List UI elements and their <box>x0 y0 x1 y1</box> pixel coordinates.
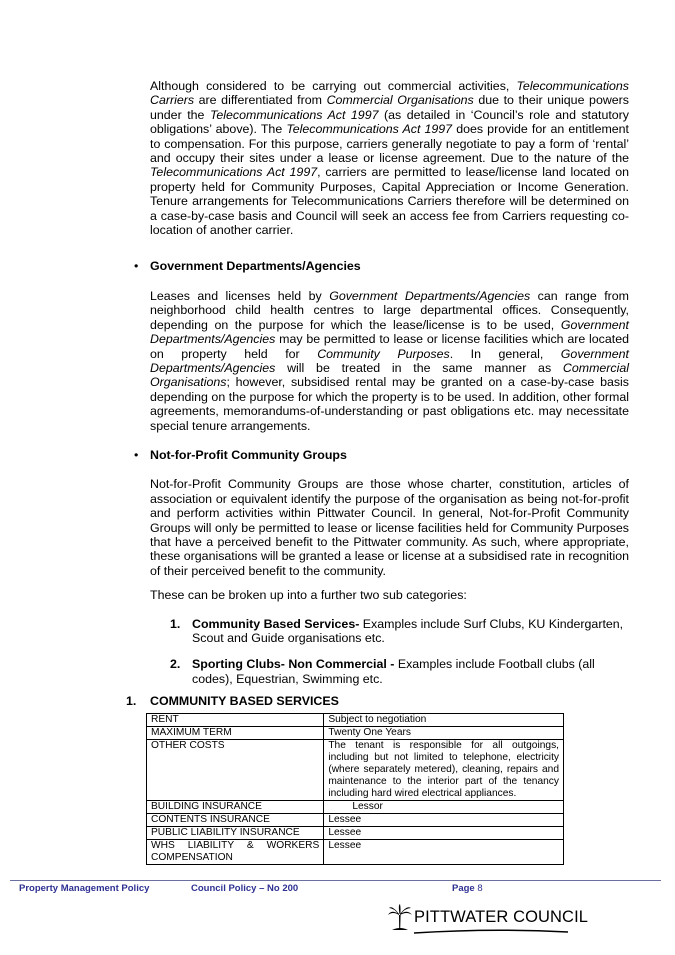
table-row <box>147 827 564 840</box>
subcategory-title: Sporting Clubs- Non Commercial - <box>192 657 395 672</box>
table-key: CONTENTS INSURANCE <box>147 814 324 827</box>
text-run: (as detailed in ‘Council’s role and statutory obligations’ above). The <box>150 107 629 137</box>
text-run: may be permitted to lease or license facilities which are located on property held for <box>150 332 629 361</box>
footer-page-label: Page <box>452 883 475 894</box>
table-value: The tenant is responsible for all outgoings, including but not limited to telephone, electricity (where separately metered), cleaning, repairs and maintenance to the interior part of the tenancy including hard wired electrical appliances. <box>324 740 564 801</box>
text-run: are differentiated from <box>194 93 327 108</box>
subcategory-title: Community Based Services- <box>192 616 360 631</box>
palm-tree-icon <box>388 904 412 932</box>
table-value: Lessee <box>324 827 564 840</box>
footer-policy-name: Property Management Policy <box>19 883 150 894</box>
table-value: Lessee <box>324 814 564 827</box>
footer-policy-number: Council Policy – No 200 <box>191 883 299 894</box>
bullet-not-for-profit <box>134 447 629 462</box>
paragraph-telecommunications <box>150 79 629 237</box>
section-title: COMMUNITY BASED SERVICES <box>150 694 339 708</box>
italic-term: Government Departments/Agencies <box>150 317 629 347</box>
footer-page-number: 8 <box>477 883 483 894</box>
italic-term: Telecommunications Act 1997 <box>209 107 379 122</box>
text-run: . In general, <box>449 346 561 361</box>
table-row <box>147 740 564 801</box>
table-key: WHS LIABILITY & WORKERS COMPENSATION <box>147 840 324 865</box>
text-run: due to their unique powers under the <box>150 93 629 122</box>
text-run: Not-for-Profit Community Groups are those whose charter, constitution, articles of association or equivalent identify the purpose of the organisation as being not-for-profit and perform activities within Pittwater Council. In general, Not-for-Profit Community Groups will only be permitted to lease or license facilities held for Community Purposes that have a perceived benefit to the Pittwater community. As such, where appropriate, these organisations will be granted a lease or license at a subsidised rate in recognition of their perceived benefit to the community. <box>150 477 629 578</box>
text-run: Although considered to be carrying out commercial activities, <box>150 79 517 93</box>
italic-term: Telecommunications Act 1997 <box>286 122 453 137</box>
subcategory-number: 2. <box>170 657 181 672</box>
subcategories-intro: These can be broken up into a further two sub categories: <box>150 588 467 603</box>
bullet-government-departments <box>134 259 629 274</box>
table-value: Lessee <box>324 840 564 865</box>
italic-term: Telecommunications Act 1997 <box>150 165 318 180</box>
subcategory-text: Examples include Football clubs (all codes), Equestrian, Swimming etc. <box>192 657 595 686</box>
section-heading <box>126 694 339 708</box>
italic-term: Commercial Organisations <box>326 93 474 108</box>
pittwater-council-logo <box>388 904 589 936</box>
text-run: can range from neighborhood child health centres to large departmental offices. Consequently, depending on the purpose for which the lease/license is to be used, <box>150 288 629 332</box>
bullet-heading: Not-for-Profit Community Groups <box>150 447 347 462</box>
text-run: ; however, subsidised rental may be granted on a case-by-case basis depending on the purpose for which the property is to be used. In addition, other formal agreements, memorandums-of-understanding or past obligations etc. may necessitate special tenure arrangements. <box>150 375 629 433</box>
italic-term: Commercial Organisations <box>150 360 629 390</box>
footer-page <box>452 883 483 894</box>
table-row <box>147 801 564 814</box>
table-key: RENT <box>147 714 324 727</box>
subcategory-text: Examples include Surf Clubs, KU Kindergarten, Scout and Guide organisations etc. <box>192 616 624 645</box>
paragraph-government-departments <box>150 289 629 433</box>
italic-term: Government Departments/Agencies <box>150 346 629 375</box>
table-value: Lessor <box>324 801 564 814</box>
table-value: Twenty One Years <box>324 727 564 740</box>
table-key: OTHER COSTS <box>147 740 324 801</box>
text-run: will be treated in the same manner as <box>275 360 563 375</box>
table-key: MAXIMUM TERM <box>147 727 324 740</box>
subcategory-item <box>150 657 629 686</box>
table-row <box>147 840 564 865</box>
subcategory-number: 1. <box>170 616 181 631</box>
document-body <box>134 79 630 686</box>
logo-swoosh <box>412 928 570 936</box>
text-run: , carriers are permitted to lease/license land located on property held for Community Purposes, Capital Appreciation or Income Generation. Tenure arrangements for Telecommunications Carriers therefore will be determined on a case-by-case basis and Council will seek an access fee from Carriers requesting co-location of another carrier. <box>150 165 629 238</box>
footer-divider <box>10 880 661 881</box>
italic-term: Telecommunications Carriers <box>150 79 629 108</box>
bullet-dot: • <box>134 447 139 462</box>
logo-wordmark: PITTWATER COUNCIL <box>414 908 589 926</box>
paragraph-not-for-profit <box>150 477 629 578</box>
table-key: PUBLIC LIABILITY INSURANCE <box>147 827 324 840</box>
text-run: Leases and licenses held by <box>150 288 330 303</box>
italic-term: Community Purposes <box>317 346 450 361</box>
bullet-dot: • <box>134 259 139 274</box>
section-number: 1. <box>126 694 137 708</box>
italic-term: Government Departments/Agencies <box>329 288 531 303</box>
bullet-heading: Government Departments/Agencies <box>150 259 361 274</box>
subcategory-item <box>150 617 629 646</box>
table-key: BUILDING INSURANCE <box>147 801 324 814</box>
table-row <box>147 814 564 827</box>
table-row <box>147 714 564 727</box>
table-value: Subject to negotiation <box>324 714 564 727</box>
lease-terms-table <box>146 713 564 865</box>
text-run: does provide for an entitlement to compensation. For this purpose, carriers generally negotiate to pay a form of ‘rental’ and occupy their sites under a lease or license agreement. Due to the nature of the <box>150 122 630 166</box>
table-row <box>147 727 564 740</box>
